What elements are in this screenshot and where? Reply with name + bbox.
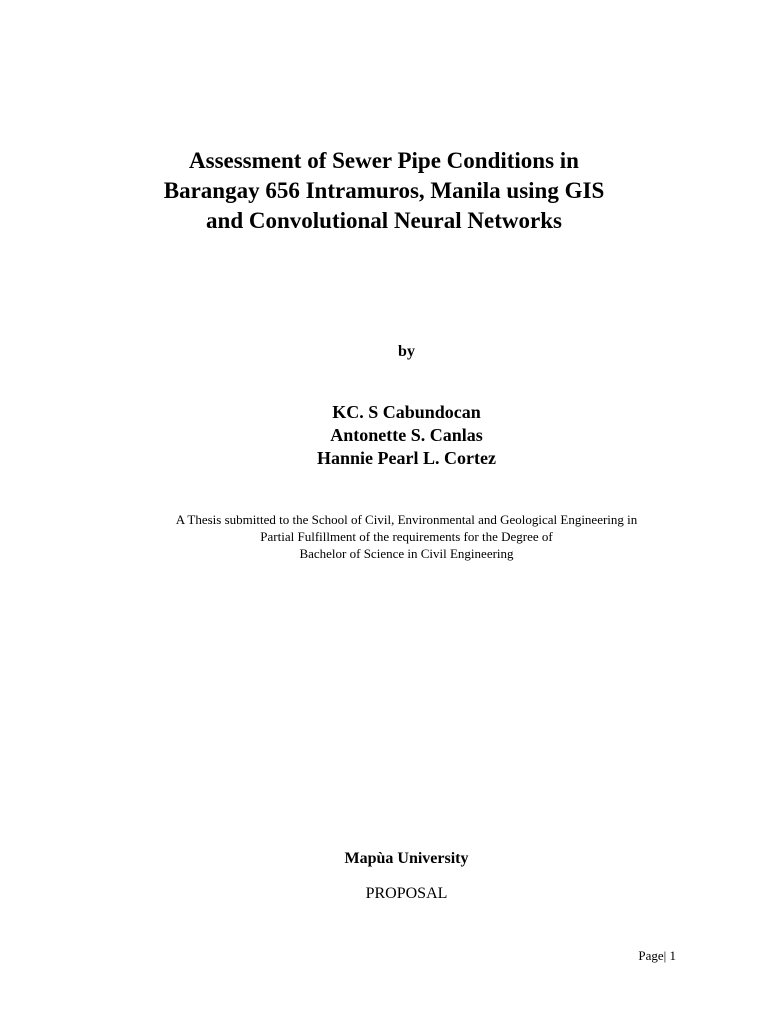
author-name: Antonette S. Canlas — [330, 425, 483, 445]
author-name: Hannie Pearl L. Cortez — [317, 448, 496, 468]
statement-line: Bachelor of Science in Civil Engineering — [299, 546, 514, 561]
by-label: by — [398, 343, 415, 360]
author-name: KC. S Cabundocan — [332, 402, 481, 422]
page-number: Page| 1 — [638, 948, 676, 963]
document-title — [84, 146, 684, 236]
title-line: and Convolutional Neural Networks — [206, 208, 562, 233]
title-line: Assessment of Sewer Pipe Conditions in — [189, 148, 579, 173]
author-list — [0, 401, 768, 470]
university-name: Mapùa University — [344, 850, 469, 867]
thesis-statement — [0, 511, 768, 562]
statement-line: Partial Fulfillment of the requirements for the Degree of — [260, 529, 553, 544]
document-type: PROPOSAL — [365, 885, 448, 902]
statement-line: A Thesis submitted to the School of Civil, Environmental and Geological Engineering in — [175, 512, 638, 527]
title-line: Barangay 656 Intramuros, Manila using GIS — [163, 178, 605, 203]
